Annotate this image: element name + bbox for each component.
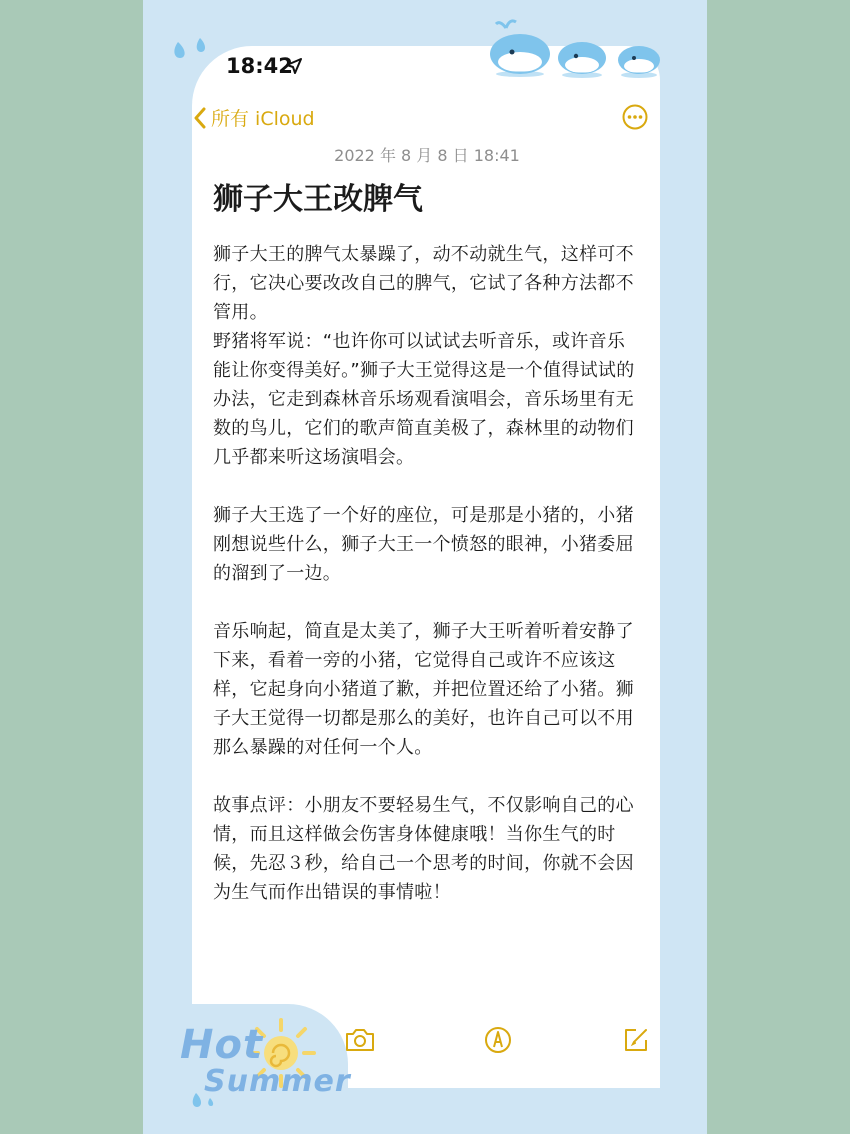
compose-icon[interactable] — [622, 1026, 650, 1054]
note-paragraph: 野猪将军说：“也许你可以试试去听音乐，或许音乐能让你变得美好。”狮子大王觉得这是一个值得试试的办法，它走到森林音乐场观看演唱会，音乐场里有无数的鸟儿，它们的歌声简直美极了，森林里的动物们几乎都来听这场演唱会。 — [213, 331, 635, 468]
note-paragraph: 狮子大王的脾气太暴躁了，动不动就生气，这样可不行，它决心要改改自己的脾气，它试了各种方法都不管用。 — [213, 244, 634, 323]
location-arrow-icon — [286, 58, 302, 74]
whale-icon — [488, 14, 668, 80]
note-timestamp: 2022 年 8 月 8 日 18:41 — [334, 146, 520, 165]
note-paragraph: 狮子大王选了一个好的座位，可是那是小猪的，小猪刚想说些什么，狮子大王一个愤怒的眼神，小猪委屈的溜到了一边。 — [213, 505, 634, 584]
status-time: 18:42 — [226, 54, 293, 78]
back-label: 所有 iCloud — [211, 108, 315, 130]
note-title[interactable]: 狮子大王改脾气 — [213, 182, 423, 217]
paragraph-gap — [213, 762, 643, 791]
note-body[interactable] — [213, 240, 643, 907]
paragraph-gap — [213, 472, 643, 501]
back-button[interactable] — [193, 104, 315, 131]
water-drop-icon — [170, 36, 214, 66]
note-paragraph: 故事点评：小朋友不要轻易生气，不仅影响自己的心情，而且这样做会伤害身体健康哦！当你生气的时候，先忍３秒，给自己一个思考的时间，你就不会因为生气而作出错误的事情啦！ — [213, 795, 634, 903]
camera-icon[interactable] — [344, 1026, 376, 1054]
note-paragraph: 音乐响起，简直是太美了，狮子大王听着听着安静了下来，看着一旁的小猪，它觉得自己或许不应该这样，它起身向小猪道了歉，并把位置还给了小猪。狮子大王觉得一切都是那么的美好，也许自己可以不用那么暴躁的对任何一个人。 — [213, 621, 634, 758]
chevron-left-icon — [193, 107, 207, 129]
more-ellipsis-icon[interactable] — [622, 104, 648, 130]
sticker-text-summer: Summer — [204, 1064, 351, 1099]
sticker-text-hot: Hot — [180, 1022, 264, 1068]
water-drop-icon — [188, 1090, 218, 1114]
markup-pen-icon[interactable] — [484, 1026, 512, 1054]
paragraph-gap — [213, 588, 643, 617]
